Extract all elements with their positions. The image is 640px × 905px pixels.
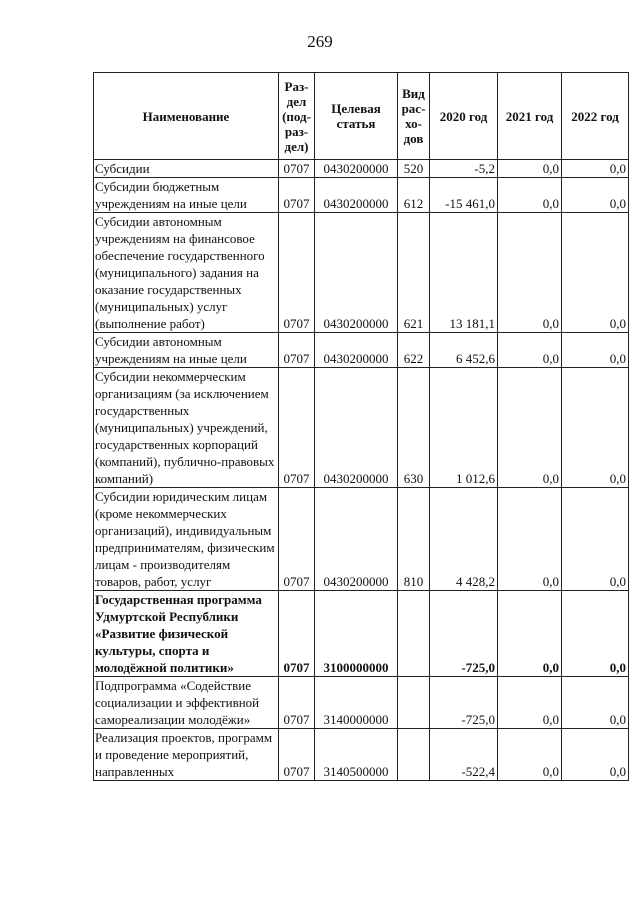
header-row [94, 73, 629, 160]
row-2020: -522,4 [430, 729, 498, 781]
row-2020: 4 428,2 [430, 488, 498, 591]
table-row [94, 178, 629, 213]
row-section: 0707 [279, 333, 315, 368]
row-2021: 0,0 [498, 488, 562, 591]
row-2020: -15 461,0 [430, 178, 498, 213]
table-row [94, 729, 629, 781]
row-kind: 622 [398, 333, 430, 368]
row-kind [398, 591, 430, 677]
row-section: 0707 [279, 729, 315, 781]
row-section: 0707 [279, 213, 315, 333]
row-2021: 0,0 [498, 333, 562, 368]
row-kind: 520 [398, 160, 430, 178]
row-2022: 0,0 [562, 178, 629, 213]
row-2022: 0,0 [562, 213, 629, 333]
row-article: 0430200000 [315, 333, 398, 368]
row-2022: 0,0 [562, 729, 629, 781]
header-name: Наименование [94, 73, 279, 160]
row-section: 0707 [279, 488, 315, 591]
table-row [94, 333, 629, 368]
row-kind: 810 [398, 488, 430, 591]
row-kind: 621 [398, 213, 430, 333]
row-article: 0430200000 [315, 368, 398, 488]
row-section: 0707 [279, 160, 315, 178]
row-article: 0430200000 [315, 213, 398, 333]
row-name: Субсидии автономным учреждениям на иные цели [94, 333, 279, 368]
row-name: Субсидии бюджетным учреждениям на иные цели [94, 178, 279, 213]
row-name: Подпрограмма «Содействие социализации и эффективной самореализации молодёжи» [94, 677, 279, 729]
header-2021: 2021 год [498, 73, 562, 160]
row-article: 0430200000 [315, 178, 398, 213]
row-name: Субсидии юридическим лицам (кроме некоммерческих организаций), индивидуальным предпринимателям, физическим лицам - производителям товаров, работ, услуг [94, 488, 279, 591]
row-article: 3140500000 [315, 729, 398, 781]
row-section: 0707 [279, 591, 315, 677]
row-name: Субсидии некоммерческим организациям (за исключением государственных (муниципальных) учреждений, государственных корпораций (компаний), публично-правовых компаний) [94, 368, 279, 488]
row-2021: 0,0 [498, 729, 562, 781]
row-2022: 0,0 [562, 160, 629, 178]
row-name: Государственная программа Удмуртской Республики «Развитие физической культуры, спорта и молодёжной политики» [94, 591, 279, 677]
row-2021: 0,0 [498, 591, 562, 677]
row-kind: 630 [398, 368, 430, 488]
table-row [94, 677, 629, 729]
table-row-program [94, 591, 629, 677]
row-2020: -725,0 [430, 677, 498, 729]
row-kind [398, 677, 430, 729]
row-2021: 0,0 [498, 213, 562, 333]
budget-table [93, 72, 629, 781]
row-2020: -5,2 [430, 160, 498, 178]
row-name: Субсидии автономным учреждениям на финансовое обеспечение государственного (муниципального) задания на оказание государственных (муниципальных) услуг (выполнение работ) [94, 213, 279, 333]
row-name: Реализация проектов, программ и проведение мероприятий, направленных [94, 729, 279, 781]
row-kind [398, 729, 430, 781]
row-2020: 1 012,6 [430, 368, 498, 488]
page-number: 269 [307, 32, 333, 51]
header-kind: Вид рас-хо-дов [398, 73, 430, 160]
row-2022: 0,0 [562, 488, 629, 591]
row-2020: 13 181,1 [430, 213, 498, 333]
header-2020: 2020 год [430, 73, 498, 160]
row-section: 0707 [279, 368, 315, 488]
table-row [94, 160, 629, 178]
row-article: 3140000000 [315, 677, 398, 729]
row-2022: 0,0 [562, 333, 629, 368]
table-row [94, 488, 629, 591]
row-article: 3100000000 [315, 591, 398, 677]
row-2020: -725,0 [430, 591, 498, 677]
row-2021: 0,0 [498, 178, 562, 213]
table-row [94, 368, 629, 488]
header-article: Целевая статья [315, 73, 398, 160]
row-kind: 612 [398, 178, 430, 213]
row-2022: 0,0 [562, 677, 629, 729]
table-row [94, 213, 629, 333]
row-2021: 0,0 [498, 677, 562, 729]
header-section: Раз-дел (под-раз-дел) [279, 73, 315, 160]
row-article: 0430200000 [315, 488, 398, 591]
row-2022: 0,0 [562, 591, 629, 677]
header-2022: 2022 год [562, 73, 629, 160]
row-name: Субсидии [94, 160, 279, 178]
row-2021: 0,0 [498, 368, 562, 488]
row-2020: 6 452,6 [430, 333, 498, 368]
row-2021: 0,0 [498, 160, 562, 178]
row-section: 0707 [279, 178, 315, 213]
row-article: 0430200000 [315, 160, 398, 178]
row-section: 0707 [279, 677, 315, 729]
row-2022: 0,0 [562, 368, 629, 488]
